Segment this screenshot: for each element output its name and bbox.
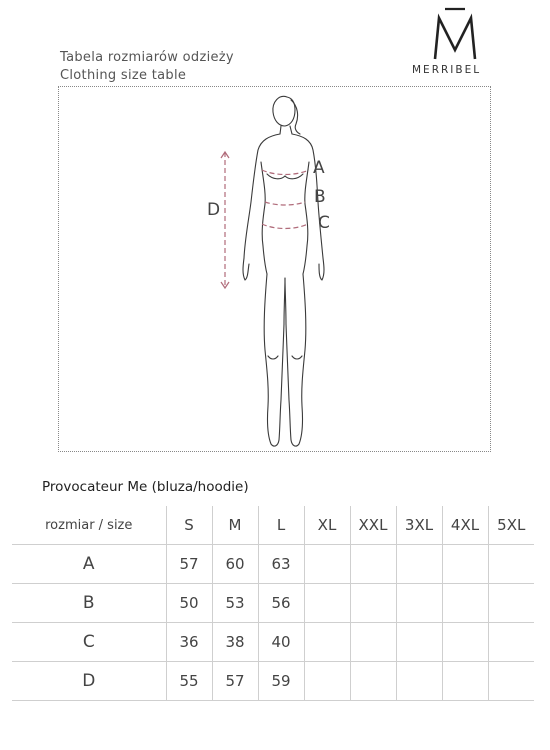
table-header-cell: 3XL	[396, 506, 442, 545]
table-row	[12, 545, 534, 584]
table-cell	[304, 584, 350, 623]
table-row	[12, 623, 534, 662]
row-label: B	[12, 584, 166, 623]
table-cell	[488, 662, 534, 701]
table-cell: 57	[166, 545, 212, 584]
table-cell: 56	[258, 584, 304, 623]
table-header-row	[12, 506, 534, 545]
merribel-logo-icon	[427, 4, 483, 62]
table-row	[12, 584, 534, 623]
table-cell	[442, 584, 488, 623]
table-header-cell: XL	[304, 506, 350, 545]
page-title-pl: Tabela rozmiarów odzieży	[60, 50, 234, 65]
table-cell: 59	[258, 662, 304, 701]
row-label: A	[12, 545, 166, 584]
table-cell	[396, 545, 442, 584]
measure-label-c: C	[318, 213, 330, 233]
table-cell	[350, 584, 396, 623]
table-cell: 38	[212, 623, 258, 662]
measure-label-b: B	[314, 187, 326, 207]
table-cell: 60	[212, 545, 258, 584]
page-title-en: Clothing size table	[60, 68, 187, 83]
table-corner-label: rozmiar / size	[12, 506, 166, 545]
row-label: C	[12, 623, 166, 662]
svg-text:M: M	[455, 50, 456, 51]
female-body-outline-icon	[195, 88, 365, 454]
measure-label-a: A	[313, 158, 325, 178]
table-header-cell: S	[166, 506, 212, 545]
table-cell: 36	[166, 623, 212, 662]
row-label: D	[12, 662, 166, 701]
table-cell	[488, 623, 534, 662]
table-cell	[488, 584, 534, 623]
brand-name: MERRIBEL	[412, 64, 482, 76]
table-cell	[442, 662, 488, 701]
table-cell	[304, 545, 350, 584]
table-cell	[304, 662, 350, 701]
product-name: Provocateur Me (bluza/hoodie)	[42, 479, 249, 495]
table-header-cell: L	[258, 506, 304, 545]
table-cell	[488, 545, 534, 584]
table-cell: 40	[258, 623, 304, 662]
table-cell: 53	[212, 584, 258, 623]
table-header-cell: 4XL	[442, 506, 488, 545]
table-header-cell: M	[212, 506, 258, 545]
table-cell	[396, 584, 442, 623]
table-cell	[442, 545, 488, 584]
measure-label-d: D	[207, 200, 221, 220]
table-header-cell: XXL	[350, 506, 396, 545]
table-cell: 50	[166, 584, 212, 623]
table-cell: 63	[258, 545, 304, 584]
size-table	[12, 506, 534, 701]
table-cell	[442, 623, 488, 662]
table-cell: 57	[212, 662, 258, 701]
table-cell: 55	[166, 662, 212, 701]
table-cell	[396, 623, 442, 662]
table-cell	[350, 662, 396, 701]
table-cell	[396, 662, 442, 701]
table-cell	[304, 623, 350, 662]
table-cell	[350, 545, 396, 584]
table-cell	[350, 623, 396, 662]
table-header-cell: 5XL	[488, 506, 534, 545]
table-row	[12, 662, 534, 701]
